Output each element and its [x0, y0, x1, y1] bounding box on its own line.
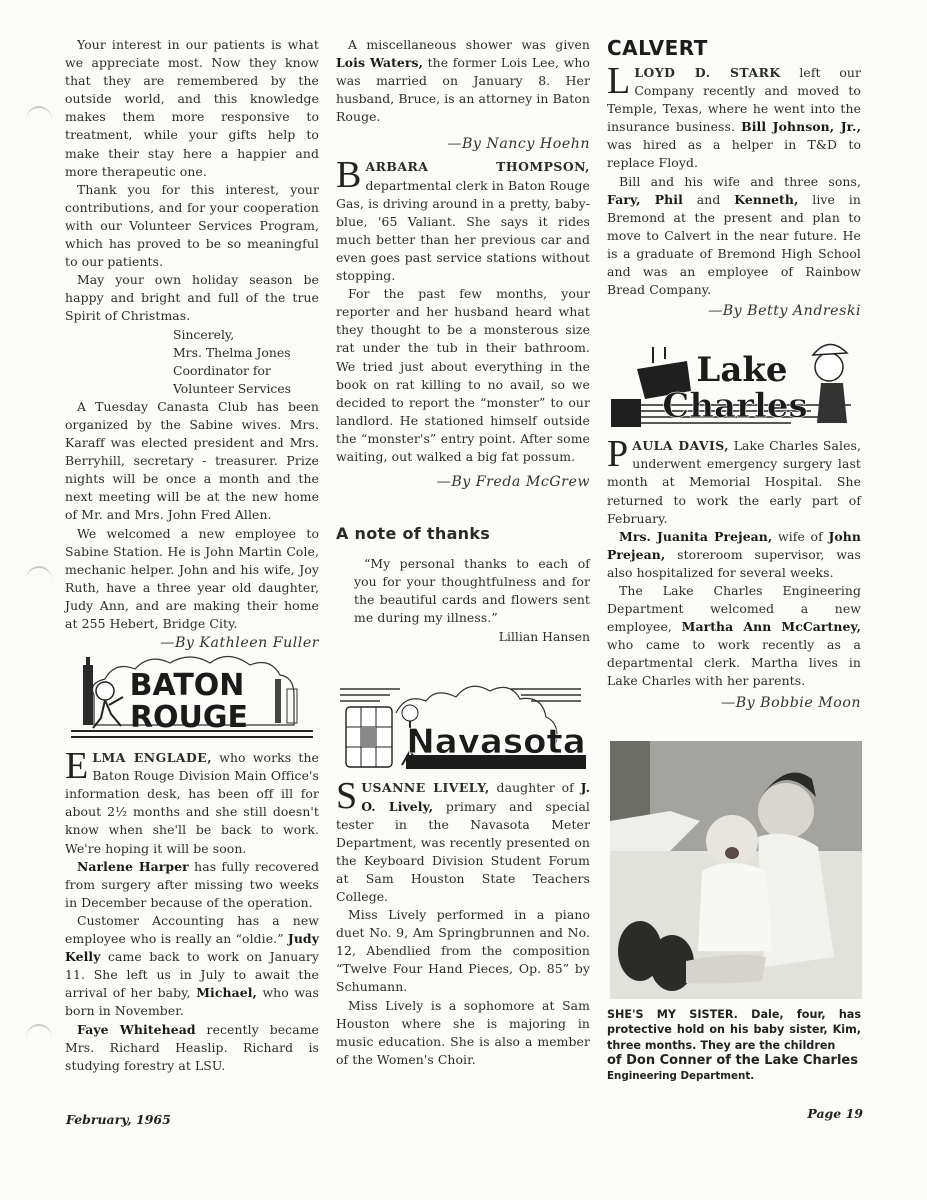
- logo-word: Charles: [662, 386, 808, 427]
- paragraph: Thank you for this interest, your contributions, and for your cooperation with our Volunteer Services Program, which has proved to be so meaningful to our patients.: [65, 181, 319, 270]
- lake-charles-logo: [607, 329, 861, 431]
- paragraph: May your own holiday season be happy and bright and full of the true Spirit of Christmas.: [65, 272, 319, 324]
- thanks-signature: Lillian Hansen: [498, 629, 590, 645]
- drop-cap: E: [65, 745, 89, 788]
- paragraph: Miss Lively is a sophomore at Sam Houston where she is majoring in music education. She is also a member of the Women's Choir.: [336, 997, 590, 1067]
- binder-hole-mark: [26, 1024, 52, 1052]
- column-2: [336, 36, 590, 1069]
- paragraph: LLOYD D. STARK left our Company recently and moved to Temple, Texas, where he went into the insurance business. Bill Johnson, Jr., was hired as a helper in T&D to replace Floyd.: [607, 60, 861, 171]
- navasota-illustration: [336, 673, 590, 773]
- paragraph: The Lake Charles Engineering Department welcomed a new employee, Martha Ann McCartney, who came to work recently as a departmental clerk. Martha lives in Lake Charles with her parents.: [607, 582, 862, 689]
- page-number: Page 19: [807, 1106, 863, 1121]
- drop-cap: B: [336, 154, 362, 197]
- drop-cap: P: [607, 433, 629, 476]
- lake-charles-illustration: [607, 329, 861, 431]
- logo-word: BATON: [129, 668, 245, 704]
- section-heading: A note of thanks: [336, 524, 491, 544]
- paragraph: ELMA ENGLADE, who works the Baton Rouge Division Main Office's information desk, has been off ill for about 2½ months and she still doesn't know when she'll be back to work. We're hoping it will be soon.: [65, 745, 319, 856]
- signoff-line: Sincerely,: [173, 326, 235, 342]
- section-heading-calvert: CALVERT: [607, 36, 708, 60]
- paragraph: Customer Accounting has a new employee who is really an “oldie.” Judy Kelly came back to work on January 11. She left us in July to await the arrival of her baby, Michael, who was born in November.: [65, 912, 320, 1019]
- navasota-logo: [336, 673, 590, 773]
- binder-hole-mark: [26, 106, 52, 134]
- byline: —By Kathleen Fuller: [160, 635, 319, 652]
- baton-rouge-logo: [65, 649, 319, 743]
- paragraph: Bill and his wife and three sons, Fary, Phil and Kenneth, live in Bremond at the present and plan to move to Calvert in the near future. He is a graduate of Bremond High School and was an employee of Rainbow Bread Company.: [607, 173, 861, 298]
- photo-caption: SHE'S MY SISTER. Dale, four, has protective hold on his baby sister, Kim, three months. They are the children of Don Conner of the Lake Charles Engineering Department.: [607, 1007, 861, 1082]
- byline: —By Bobbie Moon: [721, 694, 861, 711]
- paragraph: A miscellaneous shower was given Lois Waters, the former Lois Lee, who was married on January 8. Her husband, Bruce, is an attorney in Baton Rouge.: [336, 37, 590, 125]
- byline: —By Freda McGrew: [436, 474, 590, 491]
- thank-you-note: [354, 555, 590, 647]
- paragraph: Narlene Harper has fully recovered from surgery after missing two weeks in December because of the operation.: [65, 858, 319, 910]
- paragraph: A Tuesday Canasta Club has been organized by the Sabine wives. Mrs. Karaff was elected president and Mrs. Berryhill, secretary - treasurer. Prize nights will be once a month and the next meeting will be at the new home of Mr. and Mrs. John Fred Allen.: [65, 398, 319, 523]
- paragraph: Faye Whitehead recently became Mrs. Richard Heaslip. Richard is studying forestry at LSU.: [65, 1021, 319, 1073]
- signoff-line: Volunteer Services: [173, 380, 292, 396]
- photo-children: [610, 741, 862, 999]
- column-3: [607, 36, 861, 1084]
- binder-hole-mark: [26, 566, 52, 594]
- drop-cap: L: [607, 60, 631, 102]
- signoff-line: Coordinator for: [173, 362, 271, 378]
- logo-word: ROUGE: [129, 700, 249, 736]
- paragraph: SUSANNE LIVELY, daughter of J. O. Lively, primary and special tester in the Navasota Meter Department, was recently presented on the Keyboard Division Student Forum at Sam Houston State Teachers College.: [336, 775, 591, 904]
- byline: —By Nancy Hoehn: [447, 136, 590, 153]
- logo-word: Navasota: [406, 722, 586, 763]
- paragraph: Miss Lively performed in a piano duet No. 9, Am Springbrunnen and No. 12, Abendlied from the composition “Twelve Four Hand Pieces, Op. 85” by Schumann.: [336, 907, 590, 995]
- thanks-quote: “My personal thanks to each of you for your thoughtfulness and for the beautiful cards and flowers sent me during my illness.”: [354, 556, 590, 626]
- logo-word: Lake: [696, 350, 788, 391]
- signoff-line: Mrs. Thelma Jones: [173, 344, 291, 360]
- drop-cap: S: [336, 775, 358, 818]
- paragraph: Mrs. Juanita Prejean, wife of John Prejean, storeroom supervisor, was also hospitalized for several weeks.: [607, 528, 861, 580]
- paragraph: BARBARA THOMPSON, departmental clerk in Baton Rouge Gas, is driving around in a pretty, baby-blue, '65 Valiant. She says it rides much better than her previous car and even goes past service stations without stopping.: [336, 154, 590, 284]
- photo-illustration: [610, 741, 862, 999]
- paragraph: Your interest in our patients is what we appreciate most. Now they know that they are remembered by the outside world, and this knowledge makes them more responsive to treatment, while your gifts help to make their stay here a happier and more therapeutic one.: [65, 37, 319, 179]
- paragraph: We welcomed a new employee to Sabine Station. He is John Martin Cole, mechanic helper. John and his wife, Joy Ruth, have a three year old daughter, Judy Ann, and are making their home at 255 Hebert, Bridge City.: [65, 525, 319, 631]
- paragraph: PAULA DAVIS, Lake Charles Sales, underwent emergency surgery last month at Memorial Hospital. She returned to work the early part of February.: [607, 433, 862, 526]
- letter-signoff: [173, 326, 319, 398]
- baton-rouge-illustration: [65, 649, 319, 743]
- column-1: [65, 36, 319, 1075]
- footer-date: February, 1965: [66, 1112, 171, 1127]
- paragraph: For the past few months, your reporter and her husband heard what they thought to be a monsterous size rat under the tub in their bathroom. We tried just about everything in the book on rat killing to no avail, so we decided to report the “monster” to our landlord. He stationed himself outside the “monster's” entry point. After some waiting, out walked a big fat possum.: [336, 286, 590, 464]
- byline: —By Betty Andreski: [708, 303, 861, 320]
